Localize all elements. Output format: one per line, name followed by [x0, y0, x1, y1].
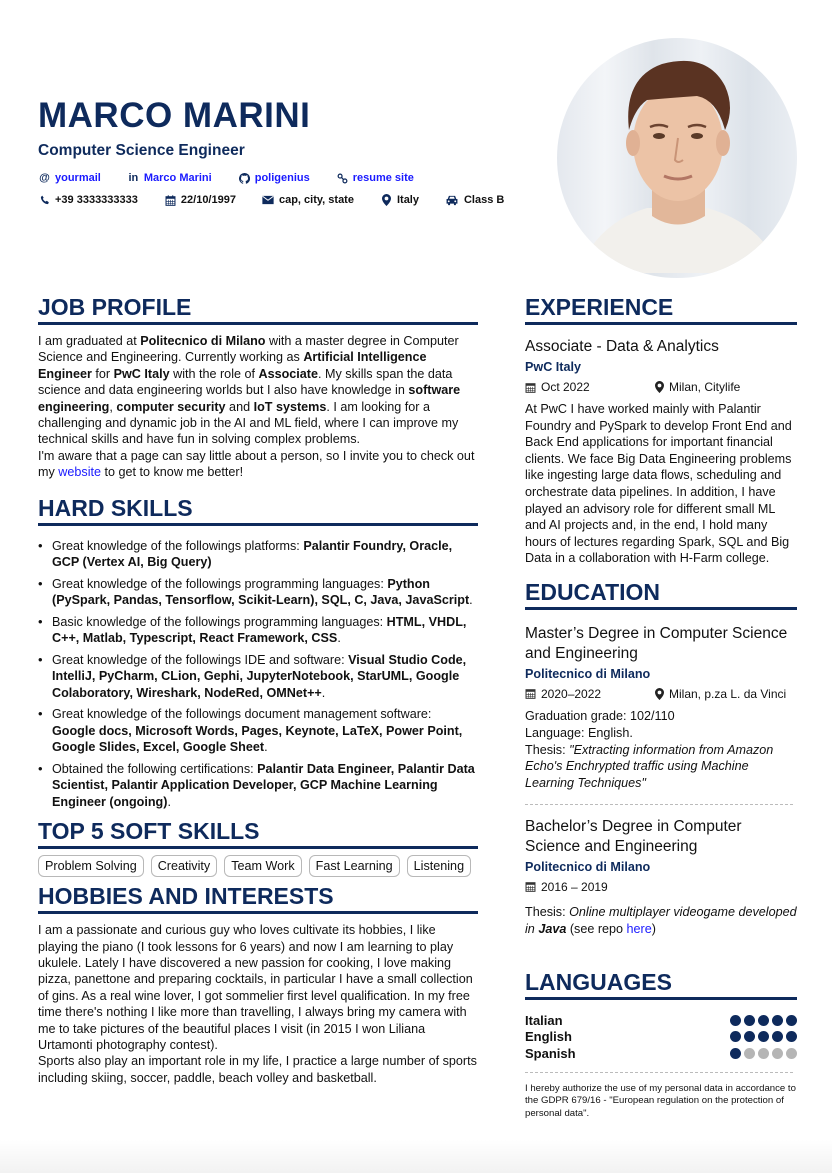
- languages-list: [525, 1012, 797, 1062]
- list-item: • Basic knowledge of the followings programming languages: HTML, VHDL, C++, Matlab, Typescript, React Framework, CSS.: [38, 614, 478, 647]
- list-item: • Obtained the following certifications: Palantir Data Engineer, Palantir Data Scientist, Palantir Application Developer, GCP Machine Learning Engineer (ongoing).: [38, 761, 478, 811]
- linkedin-icon: in: [128, 172, 139, 184]
- skill-chip: Fast Learning: [309, 855, 400, 877]
- section-title-education: EDUCATION: [525, 577, 797, 610]
- skill-chip: Team Work: [224, 855, 301, 877]
- job-profile-text: I am graduated at Politecnico di Milano with a master degree in Computer Science and Engineering. Currently working as Artificial Intelligence Engineer for PwC Italy with the role of Associate. My skills span the data science and data engineering worlds but I also have knowledge in software engineering, computer security and IoT systems. I am looking for a challenging and dynamic job in the AI and ML field, where I can improve my technical skills and have fun in solving complex problems. I'm aware that a page can say little about a person, so I invite you to check out my website to get to know me better!: [38, 334, 475, 480]
- section-title-experience: EXPERIENCE: [525, 292, 797, 325]
- school-name: Politecnico di Milano: [525, 666, 651, 681]
- phone-icon: [38, 194, 51, 206]
- linkedin-link[interactable]: in Marco Marini: [128, 172, 212, 184]
- education-location: Milan, p.za L. da Vinci: [669, 686, 787, 701]
- skill-chip: Creativity: [151, 855, 217, 877]
- job-location: Milan, Citylife: [669, 380, 741, 394]
- portrait-image: [557, 38, 797, 278]
- driving-license: Class B: [445, 194, 504, 206]
- experience-entry: [525, 337, 797, 567]
- at-icon: @: [39, 172, 50, 184]
- education-date: 2016 – 2019: [541, 879, 608, 894]
- left-column: [38, 292, 478, 1086]
- contact-info: [38, 193, 518, 207]
- education-details: Graduation grade: 102/110 Language: English. Thesis: "Extracting information from Amazon Echo's Enchrypted traffic using Machine Learning Techniques": [525, 708, 774, 791]
- job-position: Associate - Data & Analytics: [525, 338, 719, 355]
- right-column: [525, 292, 797, 1120]
- skill-chip: Problem Solving: [38, 855, 144, 877]
- proficiency-dots: [730, 1048, 797, 1059]
- link-icon: [336, 172, 349, 184]
- job-date: Oct 2022: [541, 380, 590, 394]
- map-marker-icon: [380, 194, 393, 206]
- section-title-hobbies: HOBBIES AND INTERESTS: [38, 881, 478, 914]
- birth-date: 22/10/1997: [164, 194, 236, 206]
- list-item: • Great knowledge of the followings document management software: Google docs, Microsoft Words, Pages, Keynote, LaTeX, Power Point, Google Slides, Excel, Google Sheet.: [38, 706, 478, 756]
- section-title-soft-skills: TOP 5 SOFT SKILLS: [38, 816, 478, 849]
- hard-skills-list: [38, 538, 478, 811]
- candidate-role: Computer Science Engineer: [38, 142, 245, 159]
- degree-title: Master’s Degree in Computer Science and Engineering: [525, 624, 788, 662]
- language-row: English: [525, 1029, 797, 1046]
- soft-skills-chips: [38, 855, 478, 877]
- job-description: At PwC I have worked mainly with Palantir Foundry and PySpark to develop Front End and Back End applications for important financial clients. We face Big Data Engineering problems like ingesting large data flows, scheduling and orchestrate data pipelines. In addition, I have played an advisory role for different small ML and AI projects and, in the end, I hold many hours of lectures regarding Spark, SQL and Big Data in a collaboration with H-Farm college.: [525, 402, 792, 566]
- candidate-name: MARCO MARINI: [38, 96, 311, 135]
- website-link[interactable]: website: [58, 465, 101, 480]
- calendar-icon: [525, 382, 536, 393]
- school-name: Politecnico di Milano: [525, 859, 651, 874]
- github-icon: [238, 172, 251, 184]
- calendar-icon: [525, 881, 536, 892]
- list-item: • Great knowledge of the followings programming languages: Python (PySpark, Pandas, Tensorflow, Scikit-Learn), SQL, C, Java, JavaScript.: [38, 576, 478, 609]
- list-item: • Great knowledge of the followings platforms: Palantir Foundry, Oracle, GCP (Vertex AI, Big Query): [38, 538, 478, 571]
- education-date: 2020–2022: [541, 686, 602, 701]
- section-title-languages: LANGUAGES: [525, 967, 797, 1000]
- education-entry-master: [525, 624, 797, 792]
- phone-number: +39 3333333333: [38, 194, 138, 206]
- skill-chip: Listening: [407, 855, 471, 877]
- proficiency-dots: [730, 1015, 797, 1026]
- repo-link[interactable]: here: [626, 921, 652, 936]
- list-item: • Great knowledge of the followings IDE and software: Visual Studio Code, IntelliJ, PyCharm, CLion, Gephi, JupyterNotebook, StarUML, Google Colaboratory, Wireshark, NodeRed, OMNet++.: [38, 652, 478, 702]
- resume-header: [38, 95, 518, 207]
- divider: [525, 1072, 793, 1073]
- language-row: Italian: [525, 1012, 797, 1029]
- calendar-icon: [164, 194, 177, 206]
- education-entry-bachelor: [525, 817, 797, 937]
- hobbies-text: I am a passionate and curious guy who loves cultivate its hobbies, I like playing the piano (I took lessons for 6 years) and now I am learning to play ukulele. Lately I have discovered a new passion for cooking, I love making pizza, panettone and preparing cocktails, in particular I have a small collection of gins. As a real wine lover, I got sommelier first level qualification. In my free time there's nothing I like more than travelling, I always bring my camera with me to take pictures of the beautiful places I visit (in 2015 I won Liliana Urtamonti photography contest). Sports also play an important role in my life, I practice a large number of sports including skiing, soccer, paddle, beach volley and basketball.: [38, 923, 477, 1085]
- divider: [525, 804, 793, 805]
- country: Italy: [380, 194, 419, 206]
- calendar-icon: [525, 688, 536, 699]
- proficiency-dots: [730, 1031, 797, 1042]
- job-meta: [525, 379, 797, 395]
- section-title-hard-skills: HARD SKILLS: [38, 493, 478, 526]
- map-marker-icon: [655, 688, 664, 700]
- email-link[interactable]: @ yourmail: [39, 172, 101, 184]
- car-icon: [445, 194, 460, 206]
- degree-title: Bachelor’s Degree in Computer Science and Engineering: [525, 817, 742, 855]
- gdpr-consent: I hereby authorize the use of my personal data in accordance to the GDPR 679/16 - "European regulation on the protection of personal data".: [525, 1082, 796, 1119]
- education-details: Thesis: Online multiplayer videogame developed in Java (see repo here): [525, 904, 797, 936]
- contact-links: [38, 171, 518, 185]
- language-row: Spanish: [525, 1045, 797, 1062]
- profile-photo: [557, 38, 797, 278]
- company-name: PwC Italy: [525, 360, 581, 374]
- map-marker-icon: [655, 381, 664, 393]
- github-link[interactable]: poligenius: [238, 172, 310, 184]
- resume-site-link[interactable]: resume site: [336, 172, 414, 184]
- envelope-icon: [262, 194, 275, 206]
- address: cap, city, state: [262, 194, 354, 206]
- section-title-job-profile: JOB PROFILE: [38, 292, 478, 325]
